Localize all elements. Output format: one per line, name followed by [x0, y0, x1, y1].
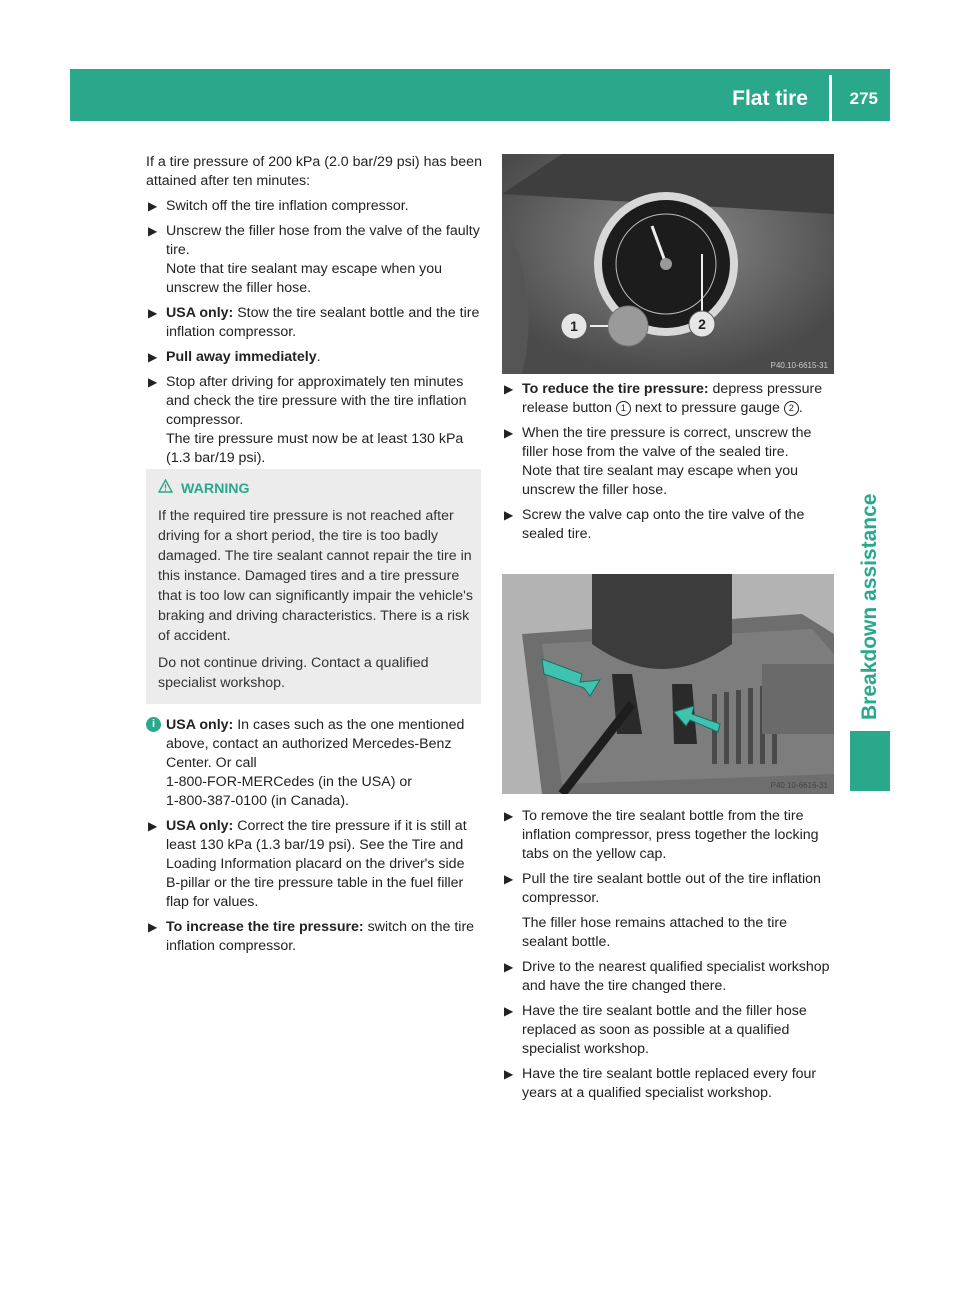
step-item: ▶ When the tire pressure is correct, unscrew the filler hose from the valve of the sealed tire. Note that tire sealant may escape when you unscrew the filler hose.	[504, 425, 812, 498]
step-note: Note that tire sealant may escape when you unscrew the filler hose.	[522, 463, 799, 498]
step-item: ▶ Have the tire sealant bottle and the filler hose replaced as soon as possible at a qualified specialist workshop.	[504, 1003, 807, 1057]
step-arrow-icon: ▶	[504, 872, 514, 886]
step-note: The filler hose remains attached to the tire sealant bottle.	[522, 915, 787, 950]
step-arrow-icon: ▶	[504, 382, 514, 396]
callout-ref-2: 2	[784, 401, 799, 416]
step-arrow-icon: ▶	[148, 350, 158, 364]
section-title: Flat tire	[732, 87, 808, 110]
intro-paragraph: If a tire pressure of 200 kPa (2.0 bar/29 psi) has been attained after ten minutes:	[146, 154, 482, 189]
step-arrow-icon: ▶	[504, 1067, 514, 1081]
info-icon: i	[146, 717, 161, 732]
step-item: ▶ Pull the tire sealant bottle out of the tire inflation compressor. The filler hose remains attached to the tire sealant bottle.	[502, 870, 835, 952]
step-arrow-icon: ▶	[148, 199, 158, 213]
warning-title: WARNING	[158, 479, 473, 499]
header-divider	[829, 75, 832, 121]
step-item: ▶ Pull away immediately.	[148, 349, 321, 365]
page-header	[70, 69, 890, 121]
figure-code: P40.10-6616-31	[770, 781, 828, 790]
step-arrow-icon: ▶	[148, 819, 158, 833]
callout-ref-1: 1	[616, 401, 631, 416]
step-arrow-icon: ▶	[148, 306, 158, 320]
step-item: ▶ Unscrew the filler hose from the valve of the faulty tire. Note that tire sealant may escape when you unscrew the filler hose.	[148, 223, 480, 296]
step-arrow-icon: ▶	[504, 426, 514, 440]
step-arrow-icon: ▶	[504, 809, 514, 823]
page-number: 275	[849, 89, 878, 108]
step-item: ▶ USA only: Stow the tire sealant bottle and the tire inflation compressor.	[148, 305, 480, 340]
step-item: ▶ To increase the tire pressure: switch on the tire inflation compressor.	[148, 919, 475, 954]
step-arrow-icon: ▶	[504, 1004, 514, 1018]
step-note: Note that tire sealant may escape when you unscrew the filler hose.	[166, 261, 443, 296]
step-item: ▶ Switch off the tire inflation compressor.	[148, 198, 409, 214]
warning-box	[146, 469, 481, 704]
figure-code: P40.10-6615-31	[770, 361, 828, 370]
warning-text: If the required tire pressure is not reached after driving for a short period, the tire is too badly damaged. The tire sealant cannot repair the tire in this instance. Damaged tires and a tire pressure that is too low can significantly impair the vehicle's braking and driving characteristics. There is a risk of accident.	[158, 508, 473, 644]
step-item: ▶ USA only: Correct the tire pressure if it is still at least 130 kPa (1.3 bar/19 psi). See the Tire and Loading Information placard on the driver's side B-pillar or the tire pressure table in the fuel filler flap for values.	[148, 818, 467, 910]
step-item: ▶ Stop after driving for approximately ten minutes and check the tire pressure with the tire inflation compressor. The tire pressure must now be at least 130 kPa (1.3 bar/19 psi).	[148, 374, 467, 466]
sealant-bottle-figure	[502, 574, 834, 794]
step-item: ▶ To reduce the tire pressure: depress pressure release button 1 next to pressure gauge 2 .	[504, 381, 823, 416]
chapter-tab-marker	[850, 731, 890, 791]
callout-2: 2	[698, 316, 706, 332]
step-arrow-icon: ▶	[148, 920, 158, 934]
step-arrow-icon: ▶	[504, 508, 514, 522]
left-column	[146, 153, 482, 468]
right-column	[502, 374, 835, 544]
step-item: ▶ Drive to the nearest qualified specialist workshop and have the tire changed there.	[504, 959, 830, 994]
step-arrow-icon: ▶	[148, 224, 158, 238]
step-arrow-icon: ▶	[504, 960, 514, 974]
step-item: ▶ Have the tire sealant bottle replaced every four years at a qualified specialist workshop.	[504, 1066, 817, 1101]
callout-1: 1	[570, 318, 578, 334]
warning-triangle-icon	[158, 479, 173, 499]
step-item: ▶ To remove the tire sealant bottle from the tire inflation compressor, press together the locking tabs on the yellow cap.	[504, 808, 819, 862]
pressure-gauge-figure	[502, 154, 834, 374]
right-column-lower	[502, 801, 835, 1103]
step-item: ▶ Screw the valve cap onto the tire valve of the sealed tire.	[504, 507, 805, 542]
step-note: The tire pressure must now be at least 130 kPa (1.3 bar/19 psi).	[166, 431, 464, 466]
step-arrow-icon: ▶	[148, 375, 158, 389]
chapter-tab-label: Breakdown assistance	[858, 493, 881, 720]
info-note: i USA only: In cases such as the one mentioned above, contact an authorized Mercedes-Benz Center. Or call 1-800-FOR-MERCedes (in the USA) or 1-800-387-0100 (in Canada). ▶ USA only: Correct the tire pressure if it is still at least 130 kPa (1.3 bar/19 psi). See the Tire and Loading Information placard on the driver's side B-pillar or the tire pressure table in the fuel filler flap for values. ▶ To increase the tire pressure: switch on the tire inflation compressor.	[146, 716, 482, 956]
warning-action: Do not continue driving. Contact a qualified specialist workshop.	[158, 655, 429, 691]
